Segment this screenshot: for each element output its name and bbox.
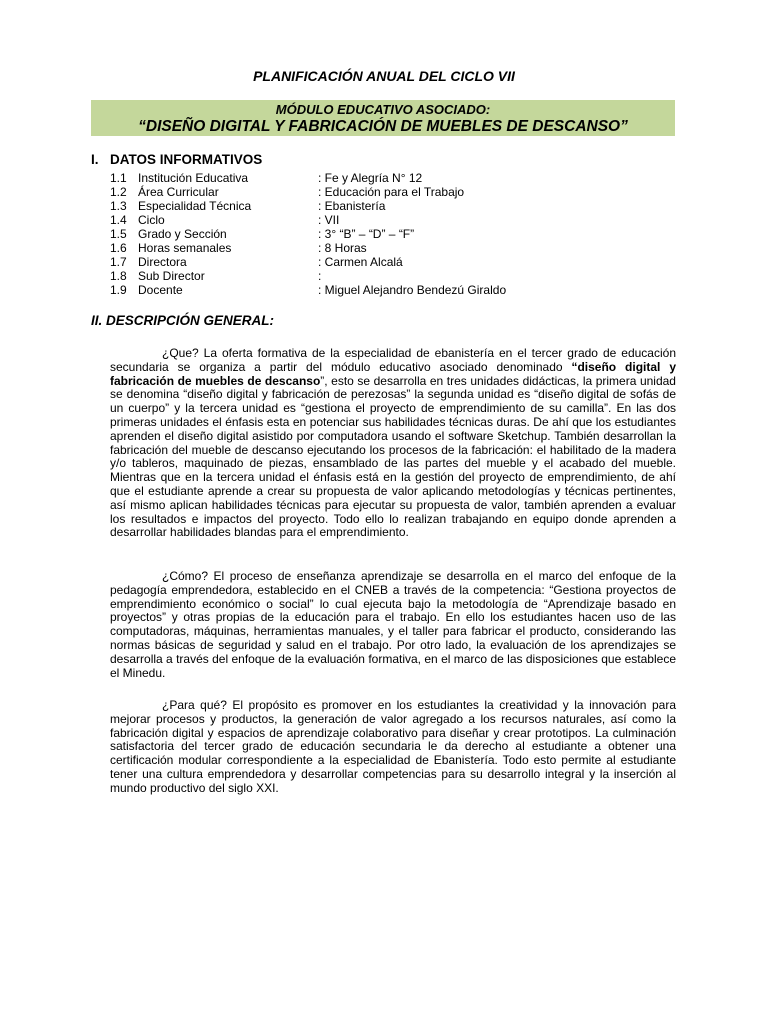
- info-row: [110, 171, 506, 185]
- paragraph-text: ¿Que? La oferta formativa de la especialidad de ebanistería en el tercer grado de educación secundaria se organiza a partir del módulo educativo asociado denominado: [110, 346, 676, 374]
- info-number: 1.7: [110, 255, 127, 269]
- info-label: Ciclo: [138, 213, 165, 227]
- info-row: [110, 213, 506, 227]
- info-row: [110, 199, 506, 213]
- info-label: Sub Director: [138, 269, 205, 283]
- info-number: 1.1: [110, 171, 127, 185]
- info-label: Horas semanales: [138, 241, 232, 255]
- info-value: : 8 Horas: [318, 241, 367, 255]
- module-name: “DISEÑO DIGITAL Y FABRICACIÓN DE MUEBLES DE DESCANSO”: [138, 118, 628, 135]
- info-row: [110, 185, 506, 199]
- info-list: [110, 171, 506, 297]
- info-number: 1.4: [110, 213, 127, 227]
- info-label: Institución Educativa: [138, 171, 249, 185]
- info-row: [110, 227, 506, 241]
- document-title: PLANIFICACIÓN ANUAL DEL CICLO VII: [253, 68, 515, 84]
- section-title: DATOS INFORMATIVOS: [110, 152, 263, 167]
- info-label: Área Curricular: [138, 185, 219, 199]
- info-label: Especialidad Técnica: [138, 199, 252, 213]
- info-value: : Carmen Alcalá: [318, 255, 403, 269]
- info-value: : 3° “B” – “D” – “F”: [318, 227, 415, 241]
- paragraph-text: ¿Cómo? El proceso de enseñanza aprendizaje se desarrolla en el marco del enfoque de la pedagogía emprendedora, establecido en el CNEB a través de la competencia: “Gestiona proyectos de emprendimiento económico o social” lo cual ejecuta bajo la metodología de “Aprendizaje basado en proyectos” y otras propias de la educación para el trabajo. En ello los estudiantes hacen uso de las computadoras, máquinas, herramientas manuales, y el taller para fabricar el producto, considerando las normas básicas de seguridad y salud en el trabajo. Por otro lado, la evaluación de los aprendizajes se desarrolla a través del enfoque de la evaluación formativa, en el marco de las disposiciones que establece el Minedu.: [110, 569, 676, 680]
- paragraph-bold-text: “diseño digital y fabricación de muebles de descanso: [110, 359, 676, 388]
- info-row: [110, 241, 506, 255]
- section-heading-descripcion: II. DESCRIPCIÓN GENERAL:: [91, 313, 275, 328]
- info-row: [110, 283, 506, 297]
- module-label: MÓDULO EDUCATIVO ASOCIADO:: [275, 102, 491, 117]
- info-number: 1.8: [110, 269, 127, 283]
- info-value: :: [318, 269, 322, 283]
- info-label: Docente: [138, 283, 183, 297]
- paragraph-que: [110, 347, 676, 540]
- info-number: 1.6: [110, 241, 127, 255]
- info-row: [110, 269, 506, 283]
- paragraph-text: ”, esto se desarrolla en tres unidades didácticas, la primera unidad se denomina “diseño digital y fabricación de perezosas” la segunda unidad es “diseño digital de sofás de un cuerpo” y la tercera unidad es “gestiona el proyecto de emprendimiento de su camilla”. En las dos primeras unidades el énfasis esta en potenciar sus habilidades técnicas duras. De ahí que los estudiantes aprenden el diseño digital asistido por computadora usando el software Sketchup. También desarrollan la fabricación del mueble de descanso ejecutando los procesos de la fabricación: el habilitado de la madera y/o tableros, maquinado de piezas, ensamblado de las partes del mueble y el acabado del mueble. Mientras que en la tercera unidad el énfasis está en la gestión del proyecto de emprendimiento, de ahí que el estudiante aprende a crear su propuesta de valor aplicando metodologías y técnicas pertinentes, así mismo aplican habilidades técnicas para ejecutar su propuesta de valor, también aprenden a evaluar los resultados e impactos del proyecto. Todo ello lo realizan trabajando en equipo donde aprenden a desarrollar habilidades blandas para el emprendimiento.: [110, 373, 676, 540]
- info-label: Grado y Sección: [138, 227, 227, 241]
- section-heading-datos: [91, 152, 262, 167]
- info-number: 1.9: [110, 283, 127, 297]
- module-banner: [91, 100, 675, 136]
- info-value: : Educación para el Trabajo: [318, 185, 465, 199]
- info-number: 1.2: [110, 185, 127, 199]
- paragraph-como: [110, 570, 676, 680]
- info-label: Directora: [138, 255, 187, 269]
- paragraph-para-que: [110, 699, 676, 796]
- info-value: : VII: [318, 213, 340, 227]
- info-number: 1.5: [110, 227, 127, 241]
- info-value: : Fe y Alegría N° 12: [318, 171, 423, 185]
- info-value: : Ebanistería: [318, 199, 386, 213]
- info-value: : Miguel Alejandro Bendezú Giraldo: [318, 283, 507, 297]
- info-row: [110, 255, 506, 269]
- section-number: I.: [91, 152, 99, 167]
- paragraph-text: ¿Para qué? El propósito es promover en los estudiantes la creatividad y la innovación para mejorar procesos y productos, la generación de valor agregado a los recursos naturales, así como la fabricación digital y espacios de aprendizaje colaborativo para diseñar y crear prototipos. La culminación satisfactoria del tercer grado de educación secundaria le da derecho al estudiante a obtener una certificación modular correspondiente a la especialidad de Ebanistería. Todo esto permite al estudiante tener una cultura emprendedora y desarrollar competencias para su desarrollo integral y la inserción al mundo productivo del siglo XXI.: [110, 698, 676, 795]
- info-number: 1.3: [110, 199, 127, 213]
